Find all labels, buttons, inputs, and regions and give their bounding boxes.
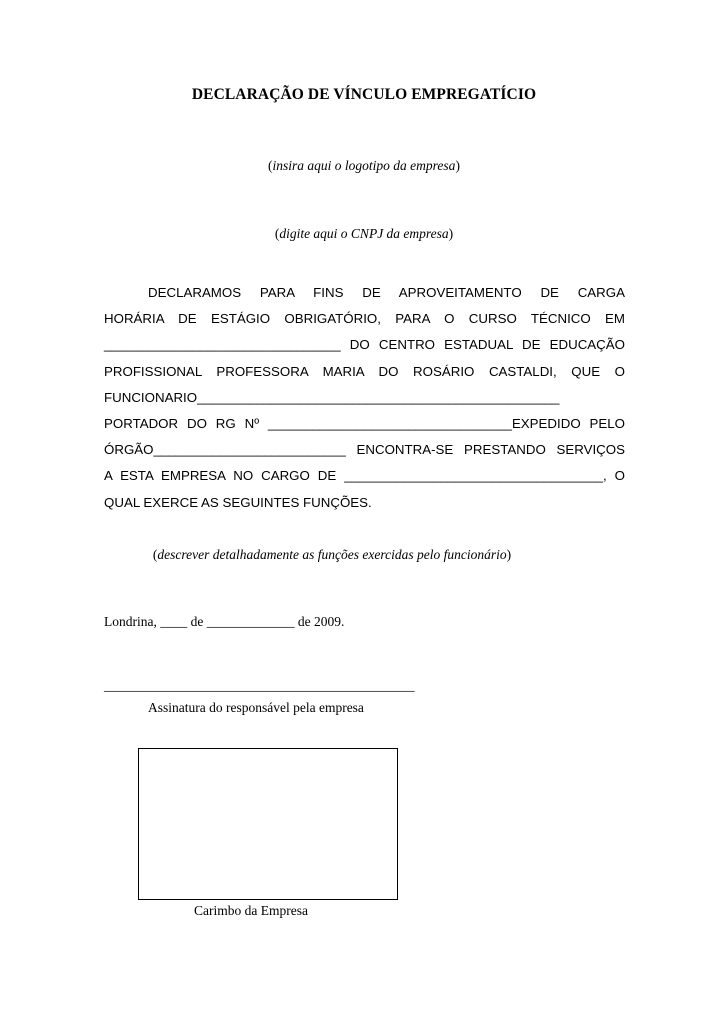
body-line: DECLARAMOS PARA FINS DE APROVEITAMENTO DE CARGA xyxy=(148,285,625,300)
logo-placeholder-close: ) xyxy=(455,158,460,173)
signature-label: Assinatura do responsável pela empresa xyxy=(148,700,364,715)
logo-placeholder-text: insira aqui o logotipo da empresa xyxy=(272,158,456,173)
stamp-label: Carimbo da Empresa xyxy=(194,903,308,918)
body-line: HORÁRIA DE ESTÁGIO OBRIGATÓRIO, PARA O CURSO TÉCNICO EM xyxy=(104,311,625,327)
logo-placeholder-open: ( xyxy=(268,158,273,173)
body-line: QUAL EXERCE AS SEGUINTES FUNÇÕES. xyxy=(104,494,372,510)
stamp-box xyxy=(138,748,398,900)
date-line: Londrina, ____ de _____________ de 2009. xyxy=(104,614,345,629)
functions-placeholder-open: ( xyxy=(152,547,158,562)
body-line: PORTADOR DO RG Nº _________________________________EXPEDIDO PELO xyxy=(104,415,625,431)
cnpj-placeholder-open: ( xyxy=(274,226,280,241)
logo-placeholder xyxy=(0,158,728,174)
functions-placeholder-text: descrever detalhadamente as funções exercidas pelo funcionário xyxy=(157,547,507,562)
cnpj-placeholder xyxy=(0,226,728,242)
signature-line: ______________________________________________ xyxy=(104,678,415,693)
body-line: FUNCIONARIO_________________________________________________ xyxy=(104,389,560,405)
body-line: A ESTA EMPRESA NO CARGO DE ___________________________________, O xyxy=(104,468,625,484)
declaration-paragraph xyxy=(104,280,625,516)
body-line: ________________________________ DO CENTRO ESTADUAL DE EDUCAÇÃO xyxy=(104,337,625,353)
document-title: DECLARAÇÃO DE VÍNCULO EMPREGATÍCIO xyxy=(191,86,537,103)
functions-placeholder xyxy=(0,547,664,563)
body-line: PROFISSIONAL PROFESSORA MARIA DO ROSÁRIO CASTALDI, QUE O xyxy=(104,363,625,379)
cnpj-placeholder-text: digite aqui o CNPJ da empresa xyxy=(279,226,449,241)
functions-placeholder-close: ) xyxy=(506,547,512,562)
cnpj-placeholder-close: ) xyxy=(448,226,454,241)
body-line: ÓRGÃO__________________________ ENCONTRA-SE PRESTANDO SERVIÇOS xyxy=(104,442,625,458)
